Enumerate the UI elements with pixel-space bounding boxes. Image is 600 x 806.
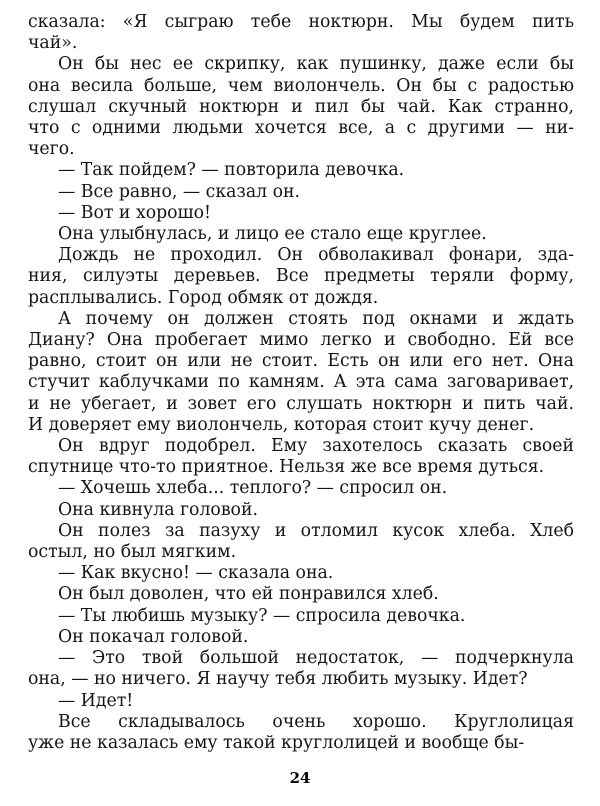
text-line: что с одними людьми хочется все, а с другими — ни- (28, 118, 574, 139)
text-line: — Идет! (58, 690, 134, 711)
text-line: А почему он должен стоять под окнами и ждать (58, 308, 574, 329)
text-line: Он бы нес ее скрипку, как пушинку, даже если бы (58, 54, 574, 75)
text-line: и не убегает, и зовет его слушать ноктюрн и пить чай. (28, 393, 574, 414)
body-text (28, 12, 574, 754)
text-line: расплывались. Город обмяк от дождя. (28, 287, 379, 308)
text-line: равно, стоит он или не стоит. Есть он или его нет. Она (28, 351, 574, 372)
text-line: слушал скучный ноктюрн и пил бы чай. Как странно, (28, 96, 574, 117)
text-line: — Хочешь хлеба... теплого? — спросил он. (58, 478, 448, 499)
text-line: спутнице что-то приятное. Нельзя же все время дуться. (28, 457, 545, 478)
text-line: Он был доволен, что ей понравился хлеб. (58, 584, 439, 605)
text-line: Он вдруг подобрел. Ему захотелось сказать своей (58, 436, 574, 457)
text-line: уже не казалась ему такой круглолицей и вообще бы- (28, 732, 525, 753)
text-line: Он полез за пазуху и отломил кусок хлеба. Хлеб (58, 520, 574, 541)
text-line: стучит каблучками по камням. А эта сама заговаривает, (28, 372, 574, 393)
text-line: остыл, но был мягким. (28, 542, 237, 563)
page-number: 24 (289, 769, 311, 787)
text-line: сказала: «Я сыграю тебе ноктюрн. Мы будем пить (28, 12, 574, 32)
text-line: — Все равно, — сказал он. (58, 181, 301, 202)
text-line: Он покачал головой. (58, 626, 249, 647)
text-line: чай». (28, 33, 78, 54)
text-line: Она улыбнулась, и лицо ее стало еще круглее. (58, 224, 487, 245)
text-line: она, — но ничего. Я научу тебя любить музыку. Идет? (28, 669, 528, 690)
text-line: — Так пойдем? — повторила девочка. (58, 160, 405, 181)
text-line: ния, силуэты деревьев. Все предметы теряли форму, (28, 266, 574, 287)
text-line: Все складывалось очень хорошо. Круглолицая (58, 711, 574, 732)
text-line: Дождь не проходил. Он обволакивал фонари, зда- (58, 245, 574, 266)
text-line: — Вот и хорошо! (58, 202, 211, 223)
text-line: она весила больше, чем виолончель. Он бы с радостью (28, 75, 574, 96)
text-line: Она кивнула головой. (58, 499, 258, 520)
text-line: Диану? Она пробегает мимо легко и свободно. Ей все (28, 330, 574, 351)
text-line: — Это твой большой недостаток, — подчеркнула (58, 648, 574, 669)
text-line: — Как вкусно! — сказала она. (58, 563, 334, 584)
text-line: — Ты любишь музыку? — спросила девочка. (58, 605, 466, 626)
text-line: чего. (28, 139, 75, 160)
text-line: И доверяет ему виолончель, которая стоит кучу денег. (28, 414, 535, 435)
